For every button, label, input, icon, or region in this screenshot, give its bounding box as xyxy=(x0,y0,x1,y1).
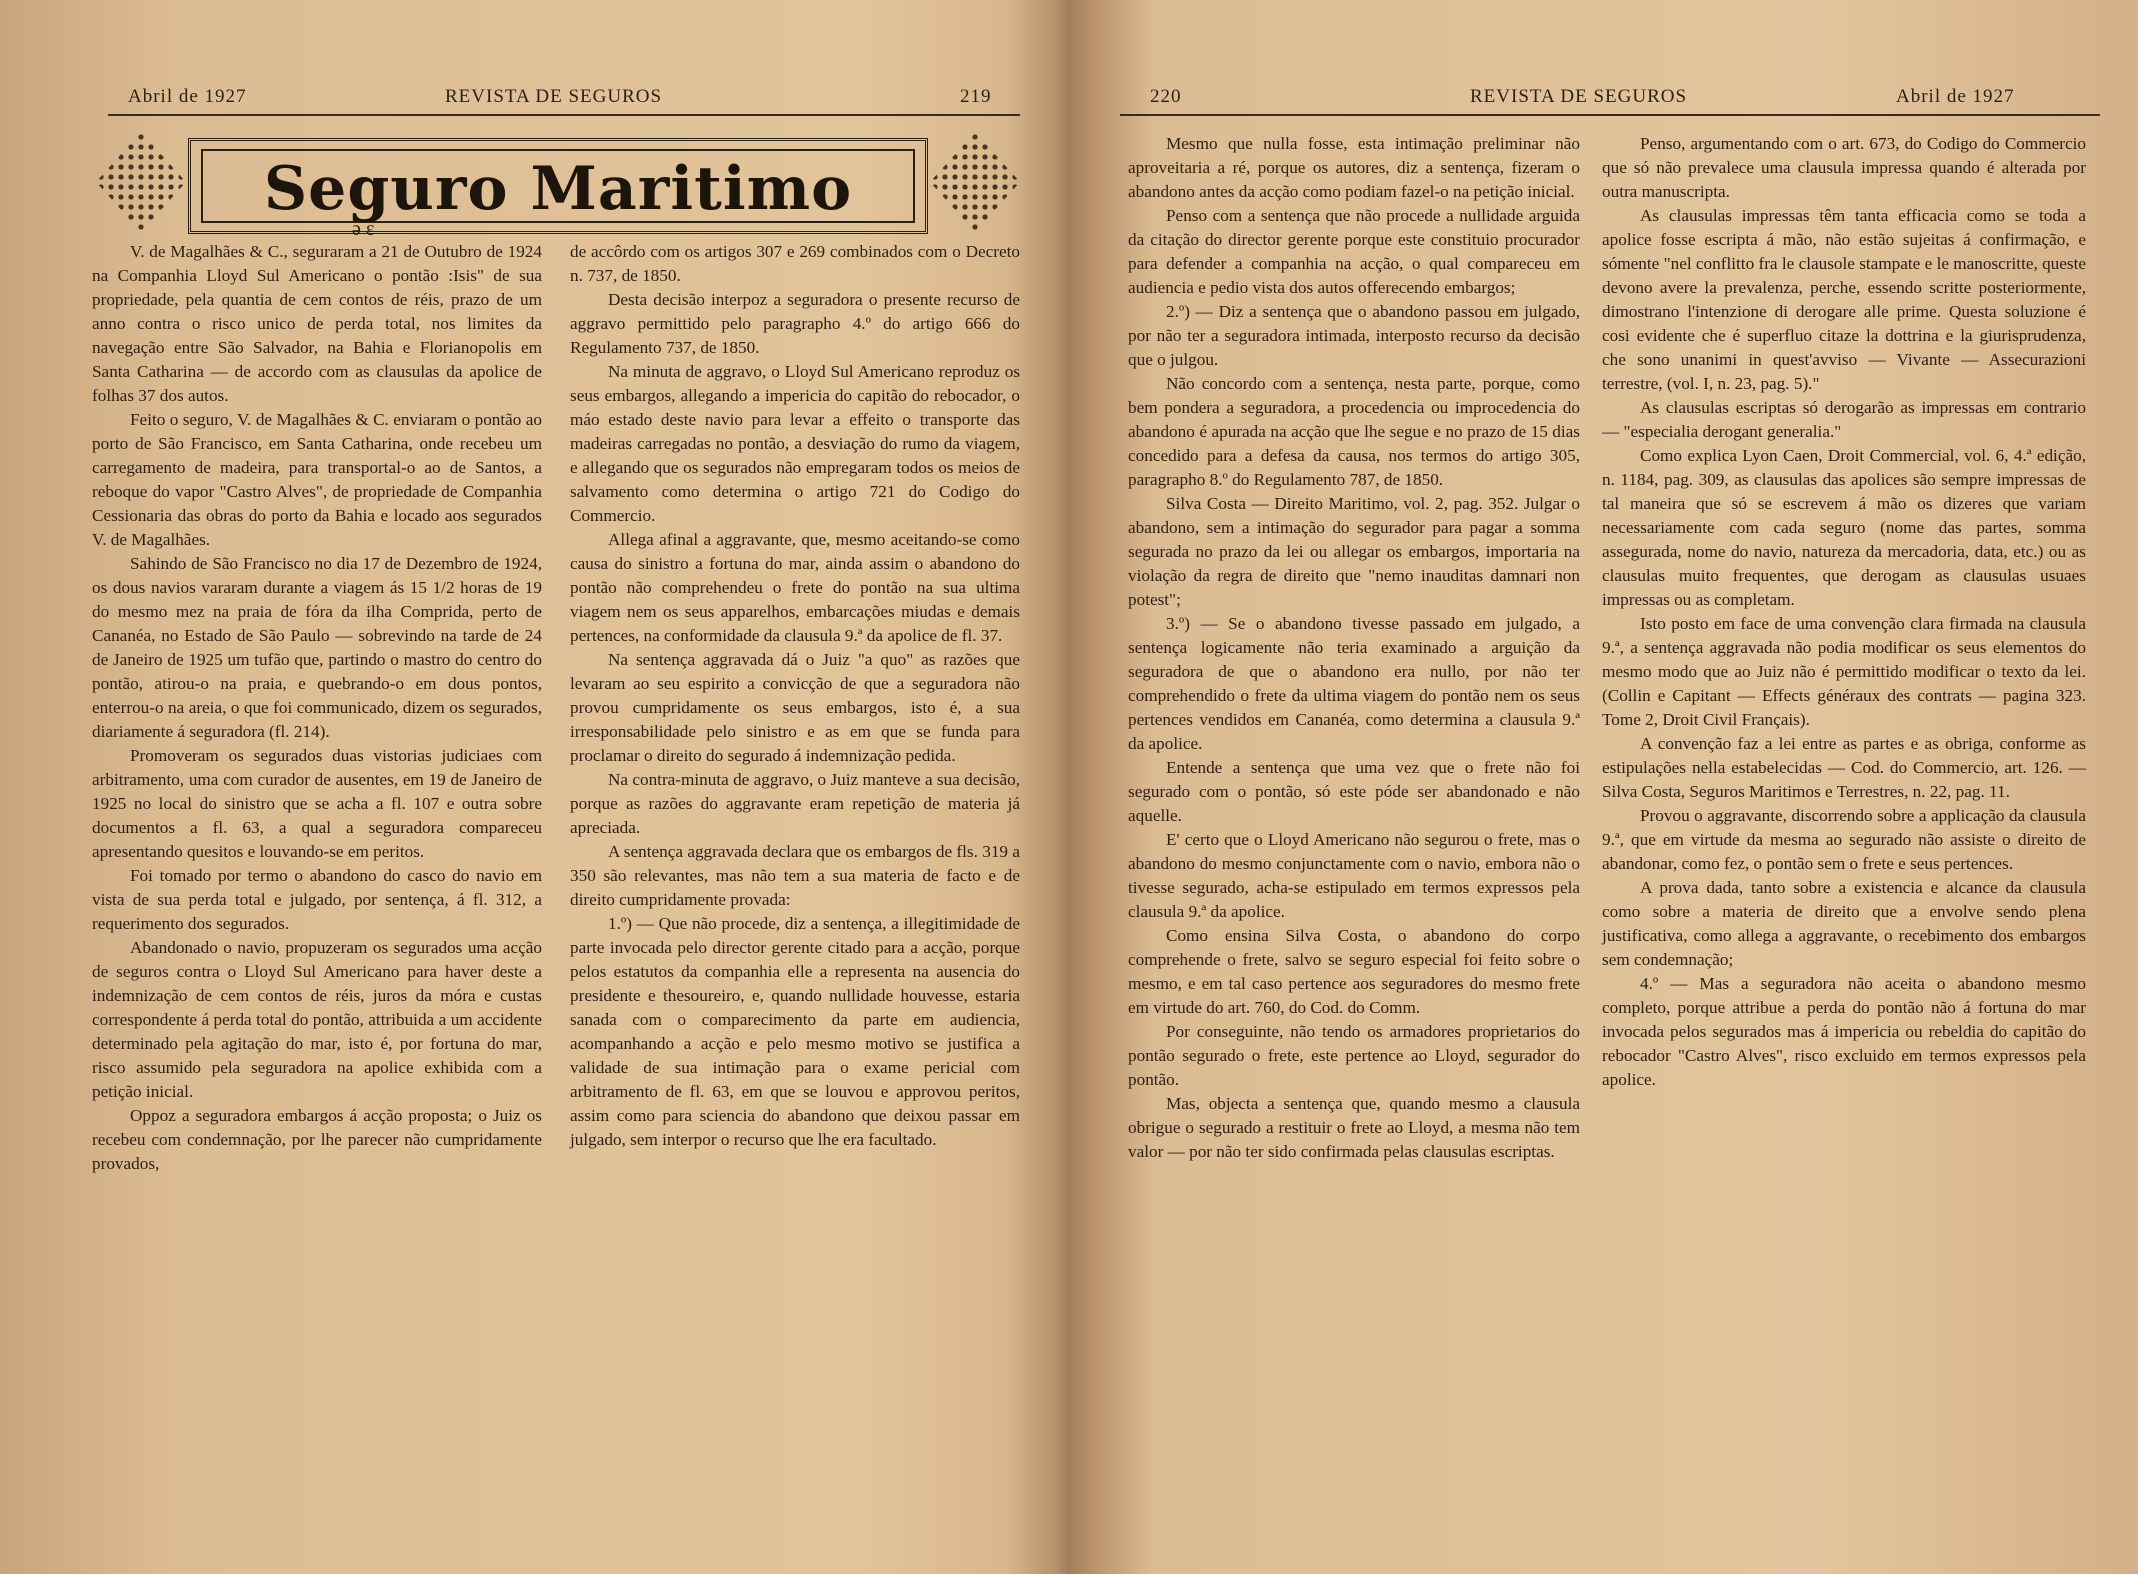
header-journal: REVISTA DE SEGUROS xyxy=(445,86,663,107)
paragraph: Mas, objecta a sentença que, quando mesmo a clausula obrigue o segurado a restituir o frete ao Lloyd, a mesma não tem valor — por não ter sido confirmada pelas clausulas escriptas. xyxy=(1128,1094,1580,1161)
right-page xyxy=(1070,0,2138,1574)
header-journal: REVISTA DE SEGUROS xyxy=(1470,86,1688,107)
left-page xyxy=(0,0,1040,1574)
paragraph: A convenção faz a lei entre as partes e as obriga, conforme as estipulações nella estabelecidas — Cod. do Commercio, art. 126. — Silva Costa, Seguros Maritimos e Terrestres, n. 22, pag. 11. xyxy=(1602,734,2086,801)
paragraph: 3.º) — Se o abandono tivesse passado em julgado, a sentença logicamente não teria examinado a arguição da seguradora de que o abandono era nullo, por não ter comprehendido o frete da ultima viagem do pontão nem os seus pertences vendidos em Cananéa, como determina a clausula 9.ª da apolice. xyxy=(1128,614,1580,753)
ornament-right-icon xyxy=(930,132,1020,232)
header-date: Abril de 1927 xyxy=(1896,86,2015,107)
paragraph: Não concordo com a sentença, nesta parte, porque, como bem pondera a seguradora, a procedencia ou improcedencia do abandono é apurada na acção que lhe segue e no prazo de 15 dias concedido para a defesa da causa, nos termos do artigo 305, paragrapho 8.º do Regulamento 787, de 1850. xyxy=(1128,374,1580,489)
paragraph: 4.º — Mas a seguradora não aceita o abandono mesmo completo, porque attribue a perda do pontão não á fortuna do mar invocada pelos segurados mas á impericia ou rebeldia do capitão do rebocador "Castro Alves", risco excluido em termos expressos pela apolice. xyxy=(1602,974,2086,1089)
paragraph: Provou o aggravante, discorrendo sobre a applicação da clausula 9.ª, que em virtude da mesma ao segurado não assiste o direito de abandonar, como fez, o pontão sem o frete e seus pertences. xyxy=(1602,806,2086,873)
paragraph: Silva Costa — Direito Maritimo, vol. 2, pag. 352. Julgar o abandono, sem a intimação do segurador para pagar a somma segurada no prazo da lei ou allegar os embargos, importaria na violação da regra de direito que "nemo inauditas damnari non potest"; xyxy=(1128,494,1580,609)
left-column-2 xyxy=(570,240,1020,1152)
paragraph: Sahindo de São Francisco no dia 17 de Dezembro de 1924, os dous navios vararam durante a viagem ás 15 1/2 horas de 19 do mesmo mez na praia de fóra da ilha Comprida, perto de Cananéa, no Estado de São Paulo — sobrevindo na tarde de 24 de Janeiro de 1925 um tufão que, partindo o mastro do centro do pontão, atirou-o na praia, e quebrando-o em dous pontos, enterrou-o na areia, o que foi communicado, dizem os segurados, diariamente á seguradora (fl. 214). xyxy=(92,554,542,741)
paragraph: A sentença aggravada declara que os embargos de fls. 319 a 350 são relevantes, mas não tem a sua materia de facto e de direito cumpridamente provada: xyxy=(570,842,1020,909)
header-page-number: 220 xyxy=(1150,86,1182,107)
paragraph: As clausulas impressas têm tanta efficacia como se toda a apolice fosse escripta á mão, não estão sujeitas á confirmação, e sómente "nel conflitto fra le clausole stampate e le manoscritte, queste devono avere la prevalenza, perche, essendo scritte posteriormente, dimostrano l'intenzione di derogare alle prime. Questa soluzione é cosi evidente che é superfluo citaze la dottrina e la giurisprudenza, che sono unanimi in quest'avviso — Vivante — Assecurazioni terrestre, (vol. I, n. 23, pag. 5)." xyxy=(1602,206,2086,393)
header-page-number: 219 xyxy=(960,86,992,107)
paragraph: E' certo que o Lloyd Americano não segurou o frete, mas o abandono do mesmo conjunctamente com o navio, embora não o tivesse segurado, acha-se estipulado em termos expressos pela clausula 9.ª da apolice. xyxy=(1128,830,1580,921)
paragraph: Oppoz a seguradora embargos á acção proposta; o Juiz os recebeu com condemnação, por lhe parecer não cumpridamente provados, xyxy=(92,1106,542,1173)
paragraph: A prova dada, tanto sobre a existencia e alcance da clausula como sobre a materia de direito que a envolve sendo plena justificativa, como allega a aggravante, o recebimento dos embargos sem condemnação; xyxy=(1602,878,2086,969)
paragraph: Por conseguinte, não tendo os armadores proprietarios do pontão segurado o frete, este pertence ao Lloyd, segurador do pontão. xyxy=(1128,1022,1580,1089)
title-frame xyxy=(188,138,928,234)
paragraph: Como explica Lyon Caen, Droit Commercial, vol. 6, 4.ª edição, n. 1184, pag. 309, as clausulas das apolices são sempre impressas de tal maneira que só se escrevem á mão os dizeres que variam necessariamente com cada seguro (nome das partes, somma assegurada, nome do navio, natureza da mercadoria, data, etc.) ou as clausulas muito frequentes, que derogam as clausulas usuaes impressas ou as completam. xyxy=(1602,446,2086,609)
right-column-1 xyxy=(1128,132,1580,1164)
paragraph: Na minuta de aggravo, o Lloyd Sul Americano reproduz os seus embargos, allegando a impericia do capitão do rebocador, o máo estado deste navio para levar a effeito o transporte das madeiras carregadas no pontão, a desviação do rumo da viagem, e allegando que os segurados não empregaram todos os meios de salvamento como determina o artigo 721 do Codigo do Commercio. xyxy=(570,362,1020,525)
header-date: Abril de 1927 xyxy=(128,86,247,107)
right-column-2 xyxy=(1602,132,2086,1092)
paragraph: Entende a sentença que uma vez que o frete não foi segurado com o pontão, só este póde ser abandonado e não aquelle. xyxy=(1128,758,1580,825)
article-title: Seguro Maritimo xyxy=(263,154,853,224)
paragraph: Mesmo que nulla fosse, esta intimação preliminar não aproveitaria a ré, porque os autores, diz a sentença, fizeram o abandono antes da acção como podiam fazel-o na petição inicial. xyxy=(1128,134,1580,201)
paragraph: 1.º) — Que não procede, diz a sentença, a illegitimidade de parte invocada pelo director gerente citado para a acção, porque pelos estatutos da companhia elle a representa na ausencia do presidente e thesoureiro, e, quando nullidade houvesse, estaria sanada com o comparecimento da parte em audiencia, acompanhando a acção e pelo mesmo motivo se justifica a validade de sua intimação para o exame pericial com arbitramento de fl. 63, em que se louvou e approvou peritos, assim como para sciencia do abandono que deixou passar em julgado, sem interpor o recurso que lhe era facultado. xyxy=(570,914,1020,1149)
left-column-1 xyxy=(92,240,542,1176)
paragraph: Como ensina Silva Costa, o abandono do corpo comprehende o frete, salvo se seguro especial foi feito sobre o mesmo, e em tal caso pertence aos seguradores do mesmo frete em virtude do art. 760, do Cod. do Comm. xyxy=(1128,926,1580,1017)
paragraph: Desta decisão interpoz a seguradora o presente recurso de aggravo permittido pelo paragrapho 4.º do artigo 666 do Regulamento 737, de 1850. xyxy=(570,290,1020,357)
paragraph: Na contra-minuta de aggravo, o Juiz manteve a sua decisão, porque as razões do aggravante eram repetição de materia já apreciada. xyxy=(570,770,1020,837)
paragraph: Promoveram os segurados duas vistorias judiciaes com arbitramento, uma com curador de ausentes, em 19 de Janeiro de 1925 no local do sinistro que se acha a fl. 107 e outra sobre documentos a fl. 63, a qual a seguradora compareceu apresentando quesitos e louvando-se em peritos. xyxy=(92,746,542,861)
header-rule xyxy=(108,114,1020,116)
paragraph: V. de Magalhães & C., seguraram a 21 de Outubro de 1924 na Companhia Lloyd Sul Americano o pontão :Isis" de sua propriedade, pela quantia de cem contos de réis, prazo de um anno contra o risco unico de perda total, nos limites da navegação entre São Salvador, na Bahia e Florianopolis em Santa Catharina — de accordo com as clausulas da apolice de folhas 37 dos autos. xyxy=(92,242,542,405)
paragraph: Penso, argumentando com o art. 673, do Codigo do Commercio que só não prevalece uma clausula impressa quando é alterada por outra manuscripta. xyxy=(1602,134,2086,201)
paragraph: Foi tomado por termo o abandono do casco do navio em vista de sua perda total e julgado, por sentença, á fl. 312, a requerimento dos segurados. xyxy=(92,866,542,933)
paragraph: Isto posto em face de uma convenção clara firmada na clausula 9.ª, a sentença aggravada não podia modificar os seus elementos do mesmo modo que ao Juiz não é permittido modificar o texto da lei. (Collin e Capitant — Effects généraux des contrats — pagina 323. Tome 2, Droit Civil Français). xyxy=(1602,614,2086,729)
paragraph: 2.º) — Diz a sentença que o abandono passou em julgado, por não ter a seguradora intimada, interposto recurso da decisão que o julgou. xyxy=(1128,302,1580,369)
paragraph: Abandonado o navio, propuzeram os segurados uma acção de seguros contra o Lloyd Sul Americano para haver deste a indemnização de cem contos de réis, juros da móra e custas correspondente á perda total do pontão, attribuida a um accidente determinado pela agitação do mar, isto é, por fortuna do mar, risco assumido pela seguradora na apolice exhibida com a petição inicial. xyxy=(92,938,542,1101)
paragraph: de accôrdo com os artigos 307 e 269 combinados com o Decreto n. 737, de 1850. xyxy=(570,242,1020,285)
printer-mark: ə ɛ xyxy=(352,218,375,240)
paragraph: Allega afinal a aggravante, que, mesmo aceitando-se como causa do sinistro a fortuna do mar, ainda assim o abandono do pontão não comprehendeu o frete do pontão na sua ultima viagem nem os seus apparelhos, embarcações miudas e demais pertences, na conformidade da clausula 9.ª da apolice de fl. 37. xyxy=(570,530,1020,645)
paragraph: Penso com a sentença que não procede a nullidade arguida da citação do director gerente porque este constituio procurador para defender a companhia na acção, o qual compareceu em audiencia e pedio vista dos autos offerecendo embargos; xyxy=(1128,206,1580,297)
header-rule xyxy=(1120,114,2100,116)
paragraph: As clausulas escriptas só derogarão as impressas em contrario — "especialia derogant generalia." xyxy=(1602,398,2086,441)
title-inner-frame xyxy=(201,149,915,223)
paragraph: Feito o seguro, V. de Magalhães & C. enviaram o pontão ao porto de São Francisco, em Santa Catharina, onde recebeu um carregamento de madeira, para transportal-o ao de Santos, a reboque do vapor "Castro Alves", de propriedade de Companhia Cessionaria das obras do porto da Bahia e locado aos segurados V. de Magalhães. xyxy=(92,410,542,549)
paragraph: Na sentença aggravada dá o Juiz "a quo" as razões que levaram ao seu espirito a convicção de que a seguradora não provou cumpridamente os seus embargos, isto é, a sua irresponsabilidade pelo sinistro e as em que se funda para proclamar o direito do segurado á indemnização pedida. xyxy=(570,650,1020,765)
ornament-left-icon xyxy=(96,132,186,232)
